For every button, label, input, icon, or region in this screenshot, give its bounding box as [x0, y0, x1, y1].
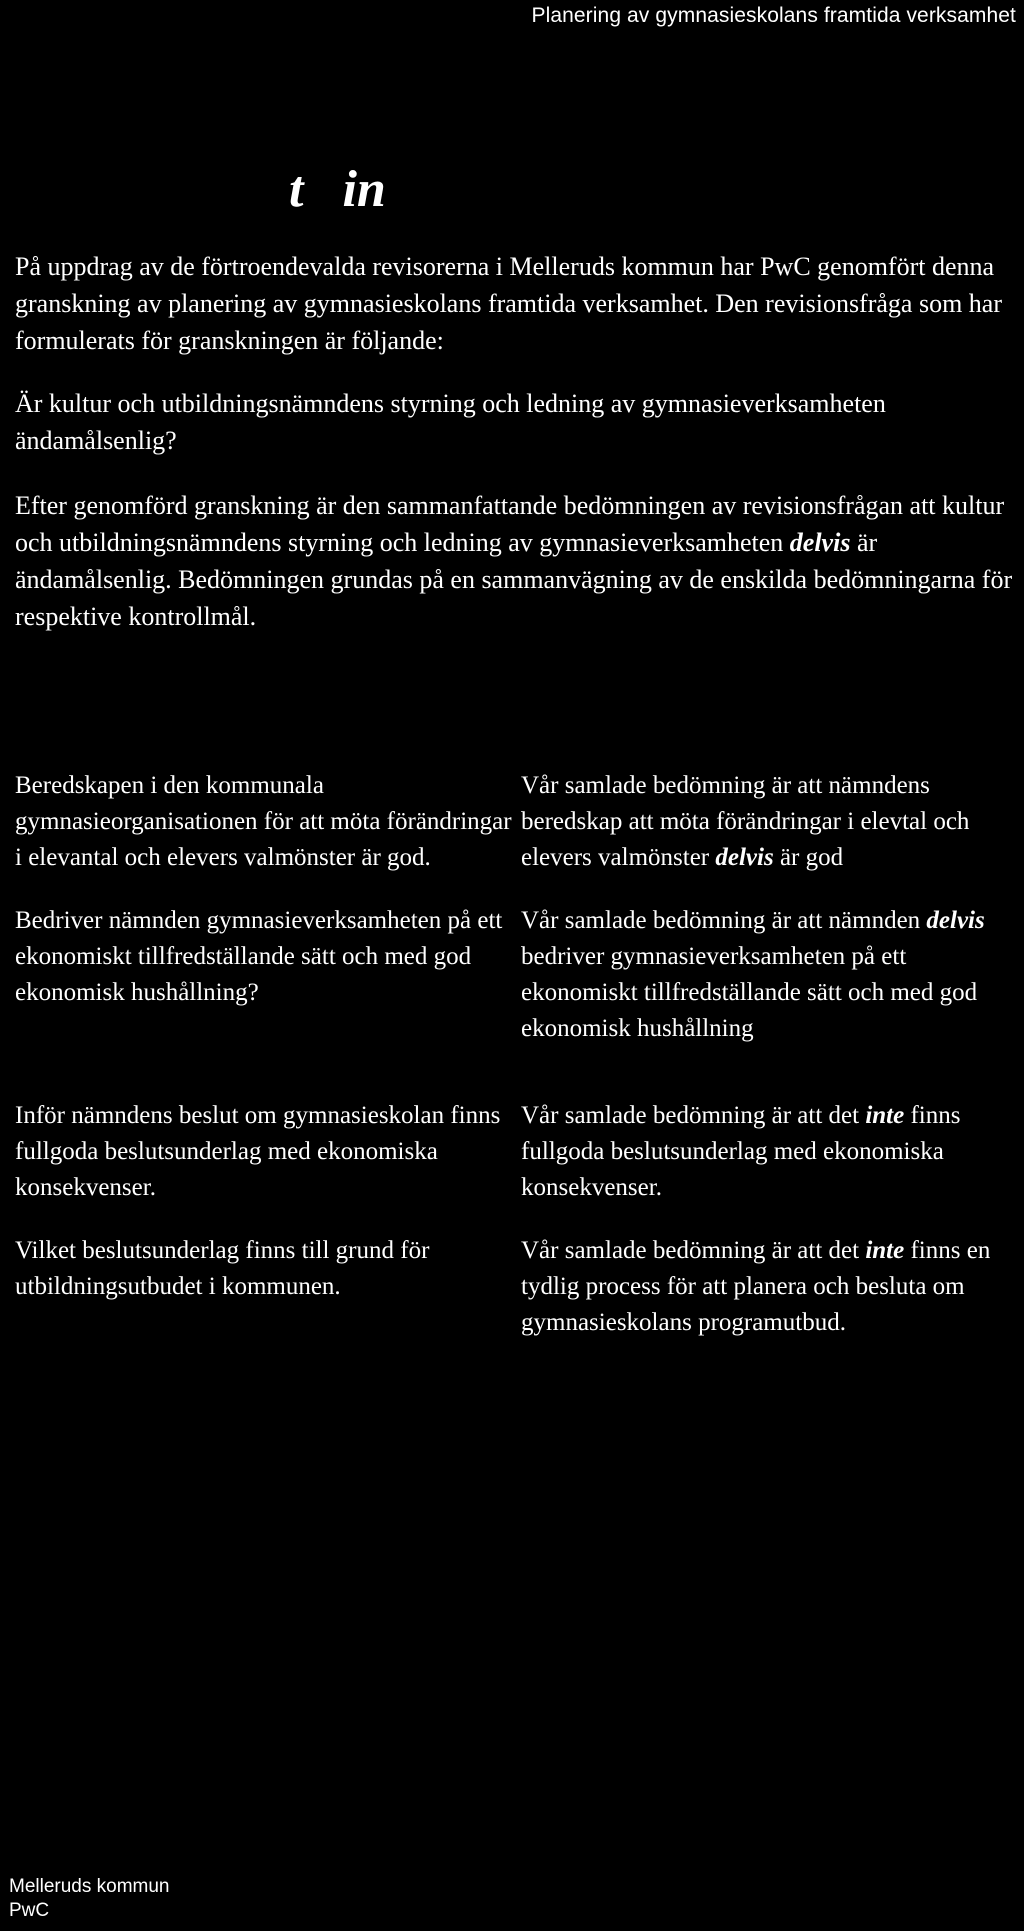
- assessment-text-start: Vår samlade bedömning är att det: [521, 1102, 866, 1129]
- assessment-row: [15, 768, 1015, 903]
- assessment-result: [521, 903, 1015, 1098]
- summary-text-start: Efter genomförd granskning är den sammanfattande bedömningen av revisionsfrågan att kultur och utbildningsnämndens styrning och ledning av gymnasieverksamheten: [15, 491, 1005, 557]
- control-objective: Bedriver nämnden gymnasieverksamheten på ett ekonomiskt tillfredställande sätt och med god ekonomisk hushållning?: [15, 907, 503, 1006]
- assessment-row: [15, 1233, 1015, 1368]
- section-title: t in: [289, 161, 386, 218]
- assessment-row: [15, 903, 1015, 1098]
- summary-assessment: [15, 487, 1017, 635]
- assessment-text-end: bedriver gymnasieverksamheten på ett ekonomiskt tillfredställande sätt och med god ekonomisk hushållning: [521, 943, 978, 1042]
- intro-paragraph: På uppdrag av de förtroendevalda revisorerna i Melleruds kommun har PwC genomfört denna granskning av planering av gymnasieskolans framtida verksamhet. Den revisionsfråga som har formulerats för granskningen är följande:: [15, 252, 1002, 355]
- control-objective: Beredskapen i den kommunala gymnasieorganisationen för att möta förändringar i elevantal och elevers valmönster är god.: [15, 772, 512, 871]
- assessment-emphasis: inte: [865, 1102, 905, 1129]
- page-header: Planering av gymnasieskolans framtida verksamhet: [531, 4, 1016, 27]
- assessment-result: [521, 768, 1015, 903]
- control-objective: Inför nämndens beslut om gymnasieskolan finns fullgoda beslutsunderlag med ekonomiska konsekvenser.: [15, 1102, 501, 1201]
- summary-text-end: är ändamålsenlig. Bedömningen grundas på en sammanvägning av de enskilda bedömningarna för respektive kontrollmål.: [15, 528, 1013, 631]
- assessment-emphasis: delvis: [715, 844, 774, 871]
- assessment-result: [521, 1098, 1015, 1233]
- assessment-text-end: är god: [773, 844, 844, 871]
- assessment-emphasis: delvis: [926, 907, 985, 934]
- assessment-text-start: Vår samlade bedömning är att det: [521, 1237, 866, 1264]
- footer-municipality: Melleruds kommun: [9, 1876, 170, 1897]
- assessment-text-start: Vår samlade bedömning är att nämndens beredskap att möta förändringar i elevtal och elevers valmönster: [521, 772, 970, 871]
- assessment-row: [15, 1098, 1015, 1233]
- assessment-text-start: Vår samlade bedömning är att nämnden: [521, 907, 927, 934]
- assessment-emphasis: inte: [865, 1237, 905, 1264]
- audit-question: Är kultur och utbildningsnämndens styrning och ledning av gymnasieverksamheten ändamålsenlig?: [15, 389, 886, 455]
- assessment-table: [15, 768, 1015, 1368]
- summary-emphasis: delvis: [789, 528, 851, 557]
- footer-company: PwC: [9, 1900, 50, 1921]
- page-footer: [9, 1875, 170, 1923]
- control-objective: Vilket beslutsunderlag finns till grund för utbildningsutbudet i kommunen.: [15, 1237, 430, 1300]
- assessment-result: [521, 1233, 1015, 1368]
- assessment-text-end: finns en tydlig process för att planera och besluta om gymnasieskolans programutbud.: [521, 1237, 991, 1336]
- assessment-text-end: finns fullgoda beslutsunderlag med ekonomiska konsekvenser.: [521, 1102, 961, 1201]
